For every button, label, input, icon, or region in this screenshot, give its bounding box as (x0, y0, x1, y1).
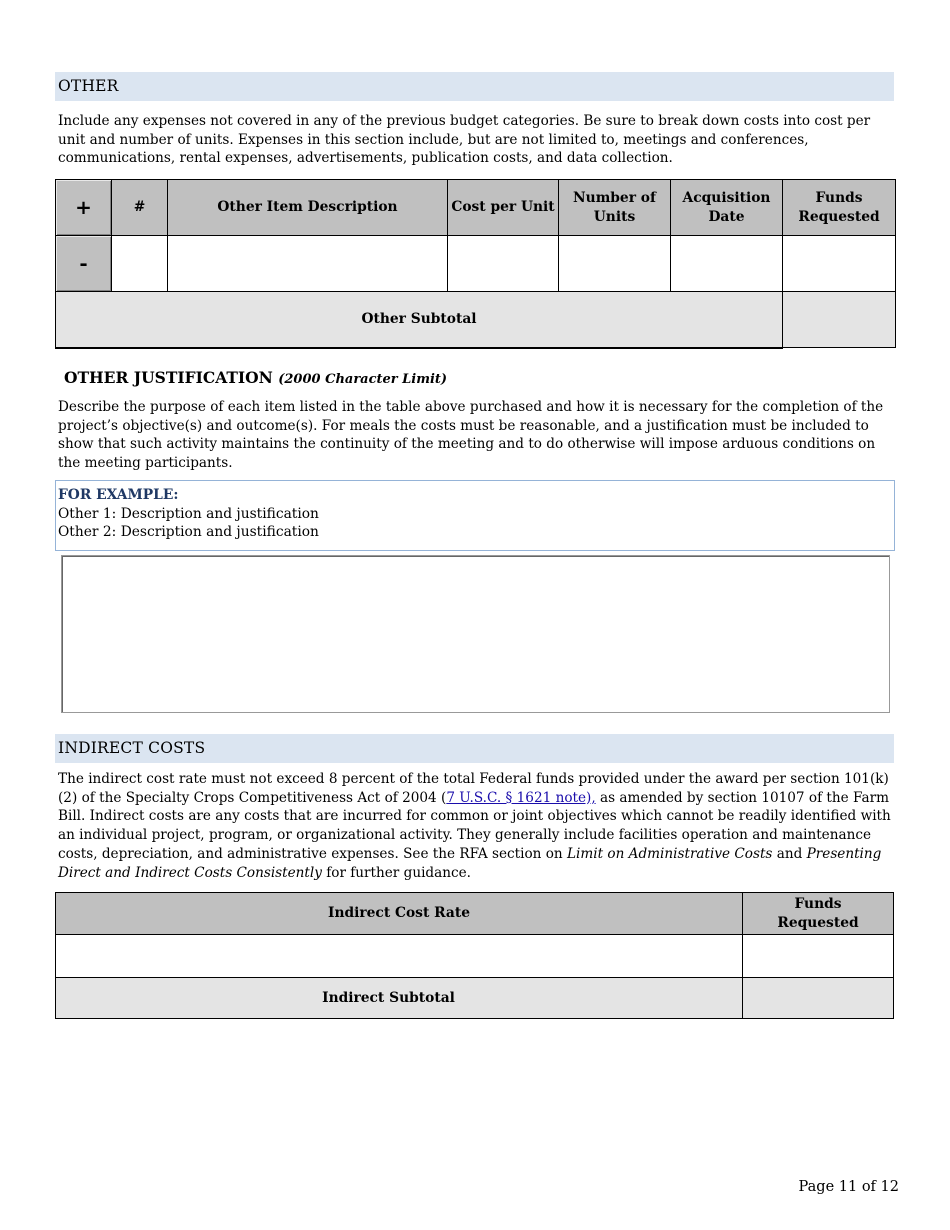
cost-per-unit-field[interactable] (448, 236, 559, 292)
col-funds-requested: Funds Requested (783, 180, 896, 236)
indirect-header-row (56, 893, 894, 935)
item-number-field[interactable] (112, 236, 168, 292)
justification-title (64, 368, 447, 387)
indirect-subtotal-value (743, 978, 894, 1019)
indirect-section-header: INDIRECT COSTS (55, 734, 894, 763)
number-of-units-field[interactable] (559, 236, 671, 292)
col-cost-per-unit: Cost per Unit (448, 180, 559, 236)
table-row (56, 935, 894, 978)
other-table-header-row (56, 180, 896, 236)
col-acquisition-date: Acquisition Date (671, 180, 783, 236)
page-number: Page 11 of 12 (798, 1179, 899, 1195)
character-limit-note: (2000 Character Limit) (278, 372, 448, 387)
other-subtotal-value (783, 292, 896, 348)
example-box (55, 480, 895, 551)
justification-textarea[interactable] (61, 555, 890, 713)
example-line-2: Other 2: Description and justification (58, 524, 319, 540)
indirect-italic-1: Limit on Administrative Costs (566, 845, 773, 862)
other-items-table (55, 179, 896, 349)
table-row (56, 236, 896, 292)
col-indirect-funds-requested: Funds Requested (743, 893, 894, 935)
acquisition-date-field[interactable] (671, 236, 783, 292)
other-intro-text: Include any expenses not covered in any of the previous budget categories. Be sure to break down costs into cost per unit and number of units. Expenses in this section include, but are not limited to, meetings and conferences, communications, rental expenses, advertisements, publication costs, and data collection. (58, 113, 871, 167)
funds-requested-field[interactable] (783, 236, 896, 292)
indirect-text-3: for further guidance. (321, 864, 471, 881)
indirect-italic-2: Presenting Direct and Indirect Costs Consistently (58, 845, 882, 881)
indirect-description (58, 770, 894, 882)
justification-description: Describe the purpose of each item listed in the table above purchased and how it is necessary for the completion of the project’s objective(s) and outcome(s). For meals the costs must be reasonable, and a justification must be included to show that such activity maintains the continuity of the meeting and to do otherwise will impose arduous conditions on the meeting participants. (58, 399, 884, 472)
other-subtotal-label: Other Subtotal (56, 292, 783, 348)
col-number-of-units: Number of Units (559, 180, 671, 236)
indirect-text-1: The indirect cost rate must not exceed 8 percent of the total Federal funds provided under the award per section 101(k)(2) of the Specialty Crops Competitiveness Act of 2004 ( (58, 771, 889, 806)
col-indirect-cost-rate: Indirect Cost Rate (56, 893, 743, 935)
usc-link[interactable]: 7 U.S.C. § 1621 note), (446, 789, 596, 806)
indirect-text-2: as amended by section 10107 of the Farm Bill. Indirect costs are any costs that are incurred for common or joint objectives which cannot be readily identified with an individual project, program, or organizational activity. They generally include facilities operation and maintenance costs, depreciation, and administrative expenses. See the RFA section on (58, 789, 891, 862)
justification-title-text: OTHER JUSTIFICATION (64, 368, 273, 387)
other-subtotal-row (56, 292, 896, 348)
col-description: Other Item Description (168, 180, 448, 236)
example-heading: FOR EXAMPLE: (58, 487, 179, 503)
indirect-rate-field[interactable] (56, 935, 743, 978)
indirect-funds-field[interactable] (743, 935, 894, 978)
indirect-costs-table (55, 892, 894, 1019)
indirect-text-and: and (772, 845, 807, 862)
other-section-header: OTHER (55, 72, 894, 101)
col-number: # (112, 180, 168, 236)
indirect-subtotal-label: Indirect Subtotal (56, 978, 743, 1019)
example-line-1: Other 1: Description and justification (58, 505, 319, 522)
indirect-subtotal-row (56, 978, 894, 1019)
item-description-field[interactable] (168, 236, 448, 292)
remove-row-button[interactable]: - (56, 236, 112, 292)
add-row-button[interactable]: + (56, 180, 112, 236)
